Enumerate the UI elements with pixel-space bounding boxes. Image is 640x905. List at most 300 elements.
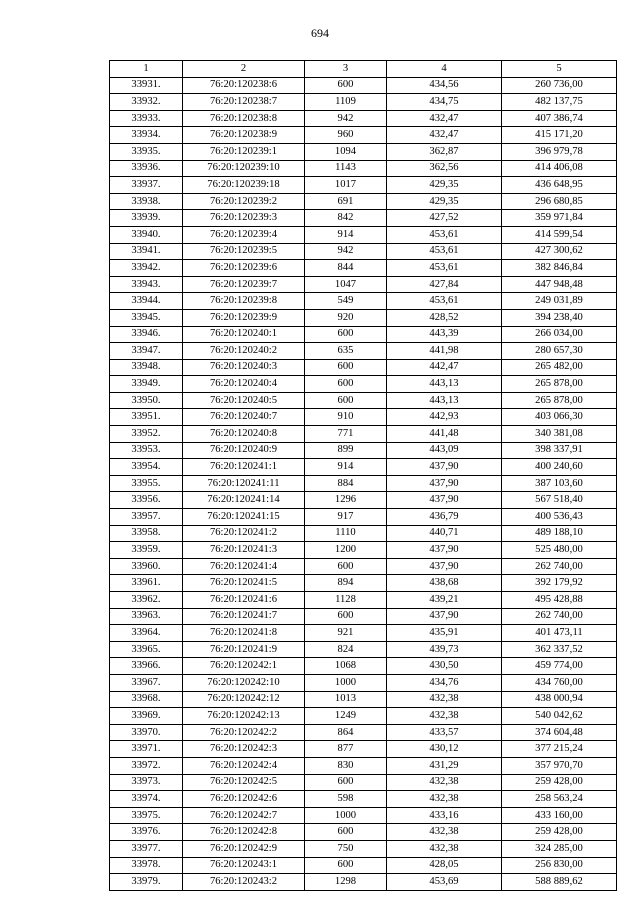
rate-cell: 432,47 [387, 110, 502, 127]
area-cell: 1013 [305, 691, 387, 708]
table-row [110, 409, 617, 426]
table-row [110, 575, 617, 592]
rate-cell: 437,90 [387, 558, 502, 575]
cadastral-number-cell: 76:20:120240:1 [183, 326, 305, 343]
area-cell: 960 [305, 127, 387, 144]
cadastral-number-cell: 76:20:120242:13 [183, 708, 305, 725]
rate-cell: 434,75 [387, 94, 502, 111]
rate-cell: 362,56 [387, 160, 502, 177]
cadastral-number-cell: 76:20:120243:1 [183, 857, 305, 874]
cadastral-number-cell: 76:20:120241:3 [183, 542, 305, 559]
cadastral-number-cell: 76:20:120238:6 [183, 77, 305, 94]
area-cell: 1017 [305, 177, 387, 194]
row-number-cell: 33953. [110, 442, 183, 459]
table-row [110, 110, 617, 127]
area-cell: 914 [305, 226, 387, 243]
value-cell: 359 971,84 [502, 210, 617, 227]
cadastral-number-cell: 76:20:120242:3 [183, 741, 305, 758]
area-cell: 942 [305, 110, 387, 127]
rate-cell: 433,57 [387, 724, 502, 741]
area-cell: 1128 [305, 592, 387, 609]
cadastral-number-cell: 76:20:120242:1 [183, 658, 305, 675]
table-row [110, 509, 617, 526]
table-row [110, 392, 617, 409]
table-row [110, 77, 617, 94]
rate-cell: 427,84 [387, 276, 502, 293]
area-cell: 635 [305, 343, 387, 360]
cadastral-number-cell: 76:20:120242:9 [183, 840, 305, 857]
row-number-cell: 33968. [110, 691, 183, 708]
area-cell: 824 [305, 641, 387, 658]
cadastral-number-cell: 76:20:120239:10 [183, 160, 305, 177]
cadastral-number-cell: 76:20:120240:7 [183, 409, 305, 426]
table-row [110, 226, 617, 243]
cadastral-number-cell: 76:20:120241:7 [183, 608, 305, 625]
value-cell: 382 846,84 [502, 260, 617, 277]
row-number-cell: 33939. [110, 210, 183, 227]
column-header: 2 [183, 61, 305, 78]
value-cell: 324 285,00 [502, 840, 617, 857]
value-cell: 525 480,00 [502, 542, 617, 559]
table-row [110, 724, 617, 741]
row-number-cell: 33943. [110, 276, 183, 293]
value-cell: 459 774,00 [502, 658, 617, 675]
row-number-cell: 33965. [110, 641, 183, 658]
table-row [110, 840, 617, 857]
table-row [110, 791, 617, 808]
value-cell: 407 386,74 [502, 110, 617, 127]
row-number-cell: 33949. [110, 376, 183, 393]
table-row [110, 127, 617, 144]
area-cell: 1143 [305, 160, 387, 177]
value-cell: 495 428,88 [502, 592, 617, 609]
value-cell: 266 034,00 [502, 326, 617, 343]
cadastral-number-cell: 76:20:120239:18 [183, 177, 305, 194]
area-cell: 920 [305, 309, 387, 326]
area-cell: 1094 [305, 143, 387, 160]
area-cell: 1249 [305, 708, 387, 725]
area-cell: 844 [305, 260, 387, 277]
row-number-cell: 33934. [110, 127, 183, 144]
cadastral-number-cell: 76:20:120238:8 [183, 110, 305, 127]
value-cell: 259 428,00 [502, 774, 617, 791]
rate-cell: 432,47 [387, 127, 502, 144]
table-row [110, 558, 617, 575]
column-header: 1 [110, 61, 183, 78]
table-row [110, 177, 617, 194]
table-row [110, 542, 617, 559]
area-cell: 771 [305, 426, 387, 443]
cadastral-number-cell: 76:20:120238:7 [183, 94, 305, 111]
row-number-cell: 33952. [110, 426, 183, 443]
row-number-cell: 33931. [110, 77, 183, 94]
area-cell: 1200 [305, 542, 387, 559]
value-cell: 436 648,95 [502, 177, 617, 194]
table-row [110, 276, 617, 293]
cadastral-number-cell: 76:20:120239:3 [183, 210, 305, 227]
table-row [110, 874, 617, 891]
value-cell: 403 066,30 [502, 409, 617, 426]
area-cell: 600 [305, 359, 387, 376]
value-cell: 414 599,54 [502, 226, 617, 243]
row-number-cell: 33960. [110, 558, 183, 575]
value-cell: 427 300,62 [502, 243, 617, 260]
rate-cell: 429,35 [387, 177, 502, 194]
rate-cell: 427,52 [387, 210, 502, 227]
table-row [110, 376, 617, 393]
cadastral-number-cell: 76:20:120241:2 [183, 525, 305, 542]
table-row [110, 857, 617, 874]
rate-cell: 428,52 [387, 309, 502, 326]
row-number-cell: 33940. [110, 226, 183, 243]
area-cell: 600 [305, 326, 387, 343]
rate-cell: 432,38 [387, 840, 502, 857]
cadastral-number-cell: 76:20:120240:9 [183, 442, 305, 459]
cadastral-number-cell: 76:20:120239:4 [183, 226, 305, 243]
row-number-cell: 33979. [110, 874, 183, 891]
cadastral-number-cell: 76:20:120239:2 [183, 193, 305, 210]
table-row [110, 193, 617, 210]
table-row [110, 757, 617, 774]
table-row [110, 592, 617, 609]
value-cell: 265 878,00 [502, 376, 617, 393]
area-cell: 910 [305, 409, 387, 426]
cadastral-number-cell: 76:20:120241:11 [183, 475, 305, 492]
row-number-cell: 33936. [110, 160, 183, 177]
row-number-cell: 33948. [110, 359, 183, 376]
column-header: 5 [502, 61, 617, 78]
table-row [110, 243, 617, 260]
area-cell: 549 [305, 293, 387, 310]
rate-cell: 432,38 [387, 791, 502, 808]
cadastral-number-cell: 76:20:120242:4 [183, 757, 305, 774]
value-cell: 401 473,11 [502, 625, 617, 642]
cadastral-number-cell: 76:20:120241:6 [183, 592, 305, 609]
rate-cell: 430,50 [387, 658, 502, 675]
rate-cell: 428,05 [387, 857, 502, 874]
area-cell: 598 [305, 791, 387, 808]
table-row [110, 641, 617, 658]
rate-cell: 438,68 [387, 575, 502, 592]
area-cell: 842 [305, 210, 387, 227]
table-row [110, 774, 617, 791]
table-row [110, 525, 617, 542]
value-cell: 434 760,00 [502, 674, 617, 691]
table-row [110, 442, 617, 459]
rate-cell: 432,38 [387, 691, 502, 708]
row-number-cell: 33954. [110, 459, 183, 476]
value-cell: 280 657,30 [502, 343, 617, 360]
rate-cell: 443,13 [387, 392, 502, 409]
value-cell: 374 604,48 [502, 724, 617, 741]
cadastral-number-cell: 76:20:120241:9 [183, 641, 305, 658]
rate-cell: 362,87 [387, 143, 502, 160]
row-number-cell: 33956. [110, 492, 183, 509]
area-cell: 884 [305, 475, 387, 492]
value-cell: 396 979,78 [502, 143, 617, 160]
area-cell: 1047 [305, 276, 387, 293]
row-number-cell: 33975. [110, 807, 183, 824]
row-number-cell: 33955. [110, 475, 183, 492]
cadastral-number-cell: 76:20:120239:6 [183, 260, 305, 277]
table-row [110, 691, 617, 708]
column-header: 4 [387, 61, 502, 78]
row-number-cell: 33966. [110, 658, 183, 675]
table-row [110, 426, 617, 443]
row-number-cell: 33932. [110, 94, 183, 111]
area-cell: 600 [305, 824, 387, 841]
area-cell: 1109 [305, 94, 387, 111]
rate-cell: 443,39 [387, 326, 502, 343]
table-row [110, 459, 617, 476]
row-number-cell: 33942. [110, 260, 183, 277]
cadastral-number-cell: 76:20:120239:7 [183, 276, 305, 293]
row-number-cell: 33977. [110, 840, 183, 857]
value-cell: 262 740,00 [502, 558, 617, 575]
cadastral-number-cell: 76:20:120239:8 [183, 293, 305, 310]
cadastral-number-cell: 76:20:120239:5 [183, 243, 305, 260]
rate-cell: 453,69 [387, 874, 502, 891]
row-number-cell: 33945. [110, 309, 183, 326]
row-number-cell: 33941. [110, 243, 183, 260]
value-cell: 400 536,43 [502, 509, 617, 526]
row-number-cell: 33962. [110, 592, 183, 609]
cadastral-number-cell: 76:20:120239:1 [183, 143, 305, 160]
column-header: 3 [305, 61, 387, 78]
cadastral-number-cell: 76:20:120242:10 [183, 674, 305, 691]
rate-cell: 441,98 [387, 343, 502, 360]
value-cell: 588 889,62 [502, 874, 617, 891]
area-cell: 691 [305, 193, 387, 210]
data-table [109, 60, 617, 891]
row-number-cell: 33957. [110, 509, 183, 526]
rate-cell: 430,12 [387, 741, 502, 758]
area-cell: 942 [305, 243, 387, 260]
table-row [110, 160, 617, 177]
value-cell: 394 238,40 [502, 309, 617, 326]
rate-cell: 435,91 [387, 625, 502, 642]
area-cell: 600 [305, 774, 387, 791]
rate-cell: 453,61 [387, 226, 502, 243]
area-cell: 600 [305, 558, 387, 575]
value-cell: 489 188,10 [502, 525, 617, 542]
row-number-cell: 33938. [110, 193, 183, 210]
area-cell: 830 [305, 757, 387, 774]
table-row [110, 741, 617, 758]
row-number-cell: 33972. [110, 757, 183, 774]
cadastral-number-cell: 76:20:120241:15 [183, 509, 305, 526]
rate-cell: 432,38 [387, 774, 502, 791]
cadastral-number-cell: 76:20:120242:8 [183, 824, 305, 841]
area-cell: 917 [305, 509, 387, 526]
value-cell: 415 171,20 [502, 127, 617, 144]
area-cell: 600 [305, 608, 387, 625]
table-row [110, 625, 617, 642]
area-cell: 894 [305, 575, 387, 592]
rate-cell: 437,90 [387, 459, 502, 476]
value-cell: 482 137,75 [502, 94, 617, 111]
area-cell: 1298 [305, 874, 387, 891]
cadastral-number-cell: 76:20:120241:1 [183, 459, 305, 476]
rate-cell: 439,21 [387, 592, 502, 609]
table-row [110, 708, 617, 725]
cadastral-number-cell: 76:20:120240:4 [183, 376, 305, 393]
value-cell: 377 215,24 [502, 741, 617, 758]
value-cell: 398 337,91 [502, 442, 617, 459]
rate-cell: 439,73 [387, 641, 502, 658]
cadastral-number-cell: 76:20:120241:8 [183, 625, 305, 642]
area-cell: 899 [305, 442, 387, 459]
area-cell: 1296 [305, 492, 387, 509]
row-number-cell: 33963. [110, 608, 183, 625]
cadastral-number-cell: 76:20:120242:2 [183, 724, 305, 741]
cadastral-number-cell: 76:20:120241:14 [183, 492, 305, 509]
table-row [110, 309, 617, 326]
cadastral-number-cell: 76:20:120242:5 [183, 774, 305, 791]
cadastral-number-cell: 76:20:120242:7 [183, 807, 305, 824]
rate-cell: 431,29 [387, 757, 502, 774]
rate-cell: 429,35 [387, 193, 502, 210]
area-cell: 1068 [305, 658, 387, 675]
page-number: 694 [311, 26, 329, 40]
area-cell: 600 [305, 376, 387, 393]
table-row [110, 343, 617, 360]
table-body [110, 77, 617, 890]
table-row [110, 326, 617, 343]
row-number-cell: 33951. [110, 409, 183, 426]
row-number-cell: 33950. [110, 392, 183, 409]
cadastral-number-cell: 76:20:120239:9 [183, 309, 305, 326]
cadastral-number-cell: 76:20:120240:2 [183, 343, 305, 360]
rate-cell: 434,76 [387, 674, 502, 691]
table-row [110, 608, 617, 625]
cadastral-number-cell: 76:20:120242:12 [183, 691, 305, 708]
row-number-cell: 33958. [110, 525, 183, 542]
value-cell: 357 970,70 [502, 757, 617, 774]
cadastral-number-cell: 76:20:120240:5 [183, 392, 305, 409]
rate-cell: 437,90 [387, 475, 502, 492]
table-row [110, 492, 617, 509]
row-number-cell: 33947. [110, 343, 183, 360]
area-cell: 877 [305, 741, 387, 758]
rate-cell: 453,61 [387, 260, 502, 277]
area-cell: 921 [305, 625, 387, 642]
value-cell: 438 000,94 [502, 691, 617, 708]
table-row [110, 94, 617, 111]
row-number-cell: 33935. [110, 143, 183, 160]
value-cell: 265 482,00 [502, 359, 617, 376]
cadastral-number-cell: 76:20:120241:4 [183, 558, 305, 575]
area-cell: 750 [305, 840, 387, 857]
rate-cell: 432,38 [387, 708, 502, 725]
row-number-cell: 33964. [110, 625, 183, 642]
area-cell: 1000 [305, 807, 387, 824]
value-cell: 340 381,08 [502, 426, 617, 443]
rate-cell: 441,48 [387, 426, 502, 443]
row-number-cell: 33973. [110, 774, 183, 791]
rate-cell: 442,47 [387, 359, 502, 376]
value-cell: 392 179,92 [502, 575, 617, 592]
value-cell: 258 563,24 [502, 791, 617, 808]
row-number-cell: 33961. [110, 575, 183, 592]
row-number-cell: 33959. [110, 542, 183, 559]
rate-cell: 453,61 [387, 243, 502, 260]
value-cell: 260 736,00 [502, 77, 617, 94]
area-cell: 914 [305, 459, 387, 476]
row-number-cell: 33974. [110, 791, 183, 808]
row-number-cell: 33937. [110, 177, 183, 194]
header-row [110, 61, 617, 78]
value-cell: 256 830,00 [502, 857, 617, 874]
rate-cell: 437,90 [387, 492, 502, 509]
table-row [110, 260, 617, 277]
cadastral-number-cell: 76:20:120238:9 [183, 127, 305, 144]
value-cell: 296 680,85 [502, 193, 617, 210]
table-row [110, 674, 617, 691]
cadastral-number-cell: 76:20:120240:3 [183, 359, 305, 376]
rate-cell: 442,93 [387, 409, 502, 426]
cadastral-number-cell: 76:20:120240:8 [183, 426, 305, 443]
table-row [110, 658, 617, 675]
cadastral-number-cell: 76:20:120242:6 [183, 791, 305, 808]
value-cell: 259 428,00 [502, 824, 617, 841]
row-number-cell: 33969. [110, 708, 183, 725]
rate-cell: 443,13 [387, 376, 502, 393]
table-row [110, 210, 617, 227]
area-cell: 1110 [305, 525, 387, 542]
row-number-cell: 33967. [110, 674, 183, 691]
cadastral-number-cell: 76:20:120241:5 [183, 575, 305, 592]
value-cell: 249 031,89 [502, 293, 617, 310]
rate-cell: 433,16 [387, 807, 502, 824]
value-cell: 262 740,00 [502, 608, 617, 625]
row-number-cell: 33944. [110, 293, 183, 310]
table-row [110, 824, 617, 841]
value-cell: 387 103,60 [502, 475, 617, 492]
rate-cell: 434,56 [387, 77, 502, 94]
value-cell: 414 406,08 [502, 160, 617, 177]
value-cell: 265 878,00 [502, 392, 617, 409]
row-number-cell: 33976. [110, 824, 183, 841]
rate-cell: 437,90 [387, 542, 502, 559]
area-cell: 600 [305, 392, 387, 409]
rate-cell: 440,71 [387, 525, 502, 542]
table-row [110, 475, 617, 492]
area-cell: 864 [305, 724, 387, 741]
row-number-cell: 33946. [110, 326, 183, 343]
rate-cell: 432,38 [387, 824, 502, 841]
area-cell: 600 [305, 77, 387, 94]
value-cell: 447 948,48 [502, 276, 617, 293]
value-cell: 567 518,40 [502, 492, 617, 509]
rate-cell: 437,90 [387, 608, 502, 625]
value-cell: 540 042,62 [502, 708, 617, 725]
row-number-cell: 33933. [110, 110, 183, 127]
row-number-cell: 33971. [110, 741, 183, 758]
rate-cell: 453,61 [387, 293, 502, 310]
table-row [110, 293, 617, 310]
area-cell: 1000 [305, 674, 387, 691]
area-cell: 600 [305, 857, 387, 874]
row-number-cell: 33970. [110, 724, 183, 741]
row-number-cell: 33978. [110, 857, 183, 874]
table-row [110, 359, 617, 376]
value-cell: 362 337,52 [502, 641, 617, 658]
table-row [110, 807, 617, 824]
value-cell: 400 240,60 [502, 459, 617, 476]
cadastral-number-cell: 76:20:120243:2 [183, 874, 305, 891]
value-cell: 433 160,00 [502, 807, 617, 824]
